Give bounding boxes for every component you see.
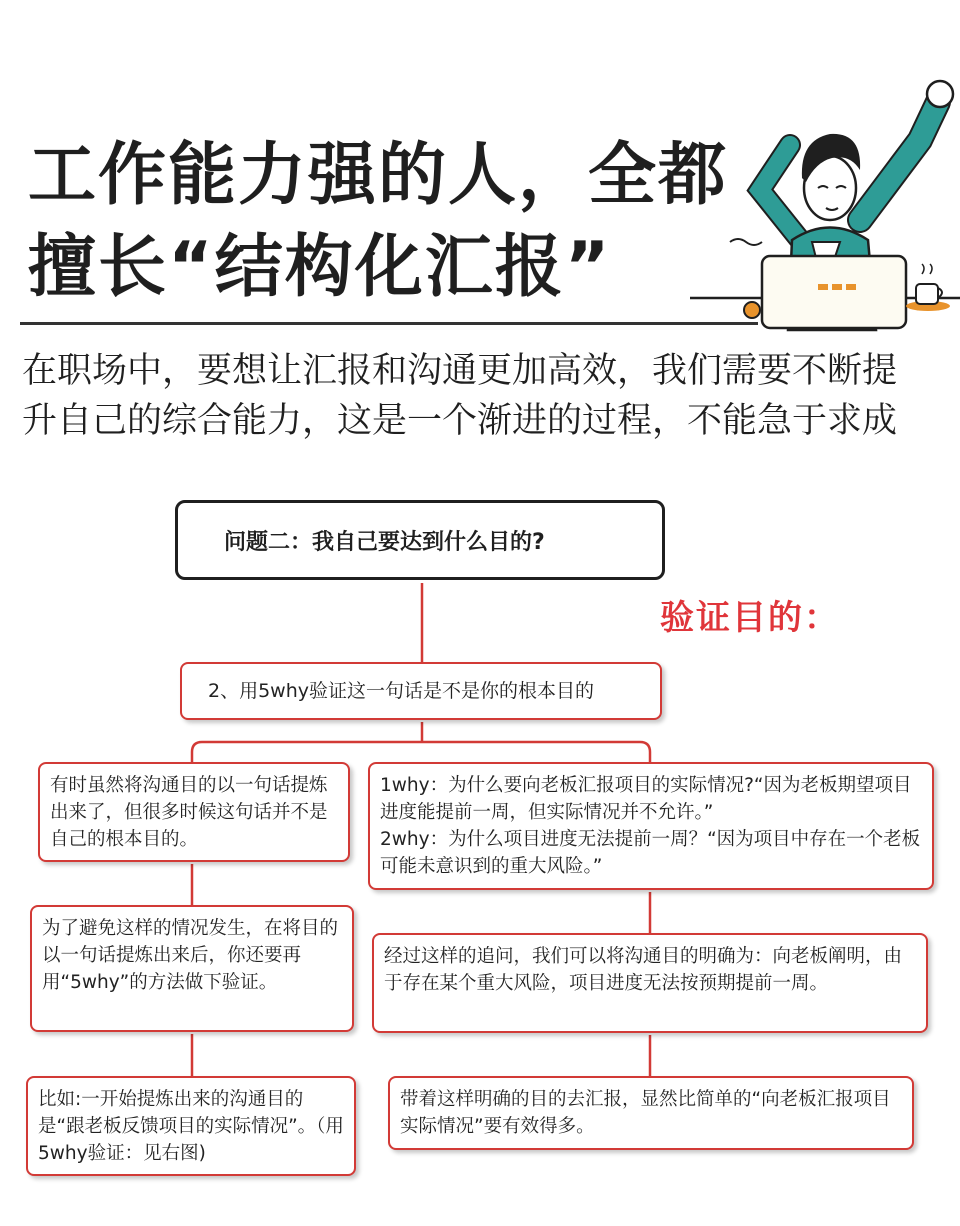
step-2-box — [180, 662, 662, 720]
intro-line-2: 升自己的综合能力，这是一个渐进的过程，不能急于求成 — [22, 401, 898, 441]
page-title — [28, 130, 788, 314]
left-box-2-text: 为了避免这样的情况发生，在将目的以一句话提炼出来后，你还要再用“5why”的方法做下验证。 — [42, 918, 339, 993]
stretching-worker-illustration — [690, 70, 960, 332]
question-text: 问题二：我自己要达到什么目的? — [224, 529, 545, 555]
clarified-text: 经过这样的追问，我们可以将沟通目的明确为：向老板阐明，由于存在某个重大风险，项目进度无法按预期提前一周。 — [384, 946, 903, 994]
intro-text — [22, 346, 942, 446]
left-box-1 — [38, 762, 350, 862]
title-line-1: 工作能力强的人，全都 — [28, 136, 729, 215]
left-box-1-text: 有时虽然将沟通目的以一句话提炼出来了，但很多时候这句话并不是自己的根本目的。 — [50, 775, 328, 850]
conclusion-text: 带着这样明确的目的去汇报，显然比简单的“向老板汇报项目实际情况”要有效得多。 — [400, 1089, 891, 1137]
left-box-2 — [30, 905, 354, 1032]
why-1-text: 1why：为什么要向老板汇报项目的实际情况?“因为老板期望项目进度能提前一周，但实际情况并不允许。” — [380, 775, 912, 823]
left-box-3-text: 比如:一开始提炼出来的沟通目的是“跟老板反馈项目的实际情况”。（用5why验证：见右图) — [38, 1089, 344, 1164]
step-2-text: 2、用5why验证这一句话是不是你的根本目的 — [208, 679, 595, 702]
right-box-conclusion — [388, 1076, 914, 1150]
verify-purpose-label: 验证目的： — [660, 598, 840, 638]
title-divider — [20, 322, 758, 325]
title-line-2: 擅长“结构化汇报” — [28, 228, 612, 307]
left-box-3 — [26, 1076, 356, 1176]
right-box-why — [368, 762, 934, 890]
question-box — [175, 500, 665, 580]
intro-line-1: 在职场中，要想让汇报和沟通更加高效，我们需要不断提 — [22, 351, 898, 391]
why-2-text: 2why：为什么项目进度无法提前一周？“因为项目中存在一个老板可能未意识到的重大风险。” — [380, 829, 921, 877]
right-box-clarified — [372, 933, 928, 1033]
connector-branch — [192, 742, 650, 762]
